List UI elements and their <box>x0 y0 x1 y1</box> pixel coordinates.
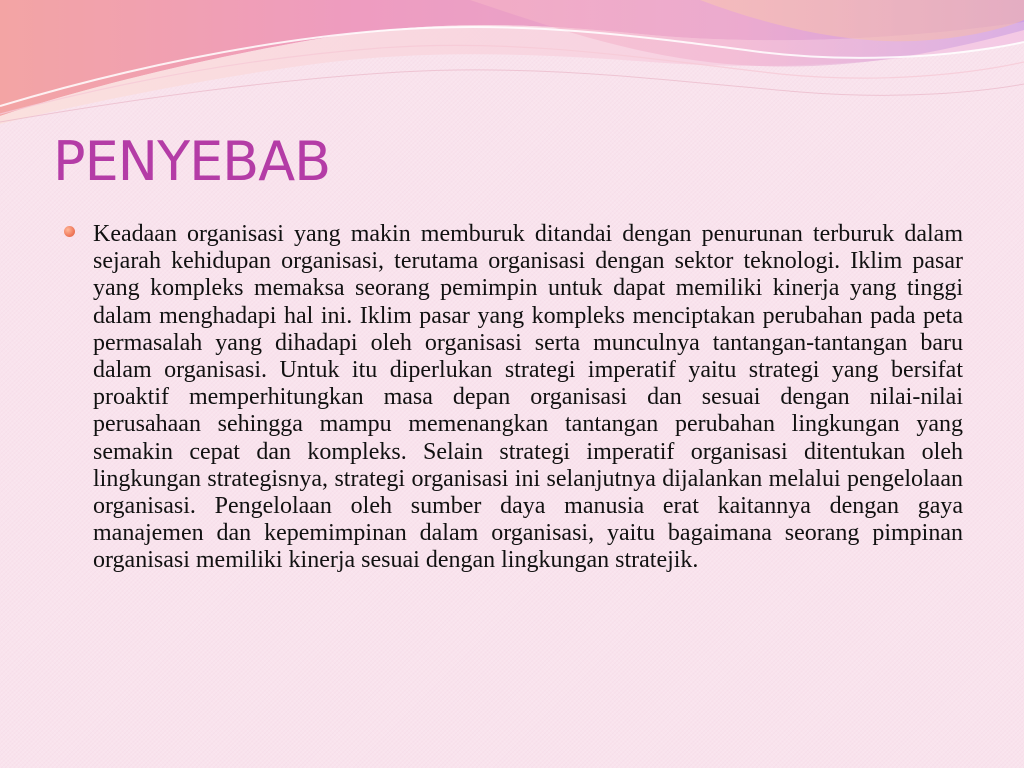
slide-title: PENYEBAB <box>53 130 331 193</box>
bullet-icon <box>64 226 75 237</box>
decorative-wave-header <box>0 0 1024 130</box>
bullet-text: Keadaan organisasi yang makin memburuk ditandai dengan penurunan terburuk dalam sejarah kehidupan organisasi, terutama organisasi dengan sektor teknologi. Iklim pasar yang kompleks memaksa seorang pemimpin untuk dapat memiliki kinerja yang tinggi dalam menghadapi hal ini. Iklim pasar yang kompleks menciptakan perubahan pada peta permasalah yang dihadapi oleh organisasi serta munculnya tantangan-tantangan baru dalam organisasi. Untuk itu diperlukan strategi imperatif yaitu strategi yang bersifat proaktif memperhitungkan masa depan organisasi dan sesuai dengan nilai-nilai perusahaan sehingga mampu memenangkan tantangan perubahan lingkungan yang semakin cepat dan kompleks. Selain strategi imperatif organisasi ditentukan oleh lingkungan strategisnya, strategi organisasi ini selanjutnya dijalankan melalui pengelolaan organisasi. Pengelolaan oleh sumber daya manusia erat kaitannya dengan gaya manajemen dan kepemimpinan dalam organisasi, yaitu bagaimana seorang pimpinan organisasi memiliki kinerja sesuai dengan lingkungan stratejik. <box>93 221 963 574</box>
